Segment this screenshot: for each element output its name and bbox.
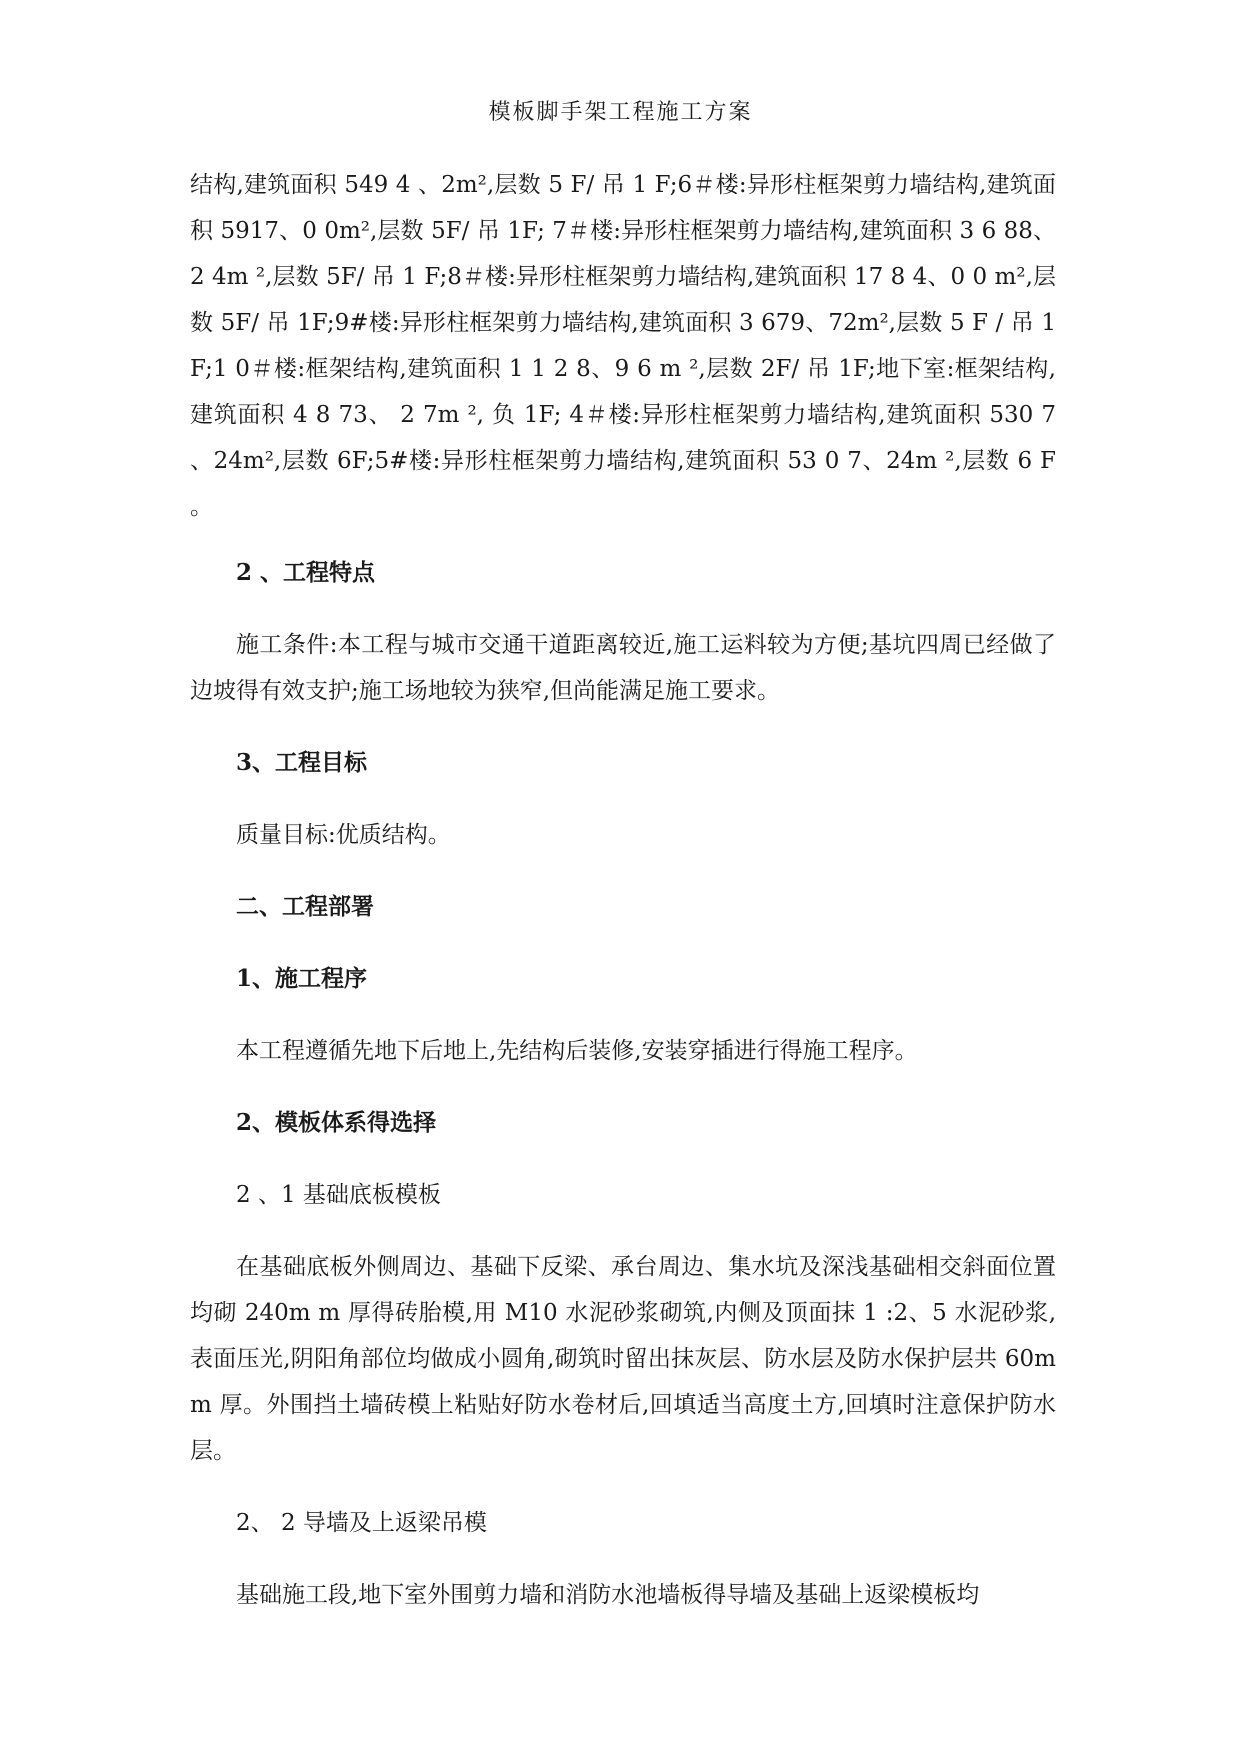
heading-engineering-deployment: 二、工程部署 [236,893,374,920]
subheading-guide-wall: 2、 2 导墙及上返梁吊模 [236,1510,487,1536]
document-body [190,162,1056,1618]
guidewall-paragraph: 基础施工段,地下室外围剪力墙和消防水池墙板得导墙及基础上返梁模板均 [236,1582,980,1608]
subheading-foundation-slab: 2 、1 基础底板模板 [236,1182,441,1208]
heading-formwork-selection: 2、模板体系得选择 [236,1109,437,1136]
foundation-paragraph: 在基础底板外侧周边、基础下反梁、承台周边、集水坑及深浅基础相交斜面位置均砌 240m m 厚得砖胎模,用 M10 水泥砂浆砌筑,内侧及顶面抹 1 :2、5 水泥砂浆,表面压光,阴阳角部位均做成小圆角,砌筑时留出抹灰层、防水层及防水保护层共 60m m 厚。外围挡土墙砖模上粘贴好防水卷材后,回填适当高度土方,回填时注意保护防水层。 [190,1254,1056,1464]
procedure-paragraph: 本工程遵循先地下后地上,先结构后装修,安装穿插进行得施工程序。 [236,1038,918,1064]
heading-engineering-features: 2 、工程特点 [236,559,376,586]
goals-paragraph: 质量目标:优质结构。 [236,822,451,848]
page-header: 模板脚手架工程施工方案 [488,100,753,125]
intro-paragraph: 结构,建筑面积 549 4 、2m²,层数 5 F/ 吊 1 F;6＃楼:异形柱框架剪力墙结构,建筑面积 5917、0 0m²,层数 5F/ 吊 1F; 7＃楼:异形柱框架剪力墙结构,建筑面积 3 6 88、2 4m ²,层数 5F/ 吊 1 F;8＃楼:异形柱框架剪力墙结构,建筑面积 17 8 4、0 0 m²,层数 5F/ 吊 1F;9#楼:异形柱框架剪力墙结构,建筑面积 3 679、72m²,层数 5 F / 吊 1F;1 0＃楼:框架结构,建筑面积 1 1 2 8、9 6 m ²,层数 2F/ 吊 1F;地下室:框架结构,建筑面积 4 8 73、 2 7m ², 负 1F; 4＃楼:异形柱框架剪力墙结构,建筑面积 530 7 、24m²,层数 6F;5#楼:异形柱框架剪力墙结构,建筑面积 53 0 7、24m ²,层数 6 F 。 [190,172,1056,520]
heading-construction-procedure: 1、施工程序 [236,965,368,992]
heading-engineering-goals: 3、工程目标 [236,749,368,776]
features-paragraph: 施工条件:本工程与城市交通干道距离较近,施工运料较为方便;基坑四周已经做了边坡得有效支护;施工场地较为狭窄,但尚能满足施工要求。 [190,632,1056,704]
